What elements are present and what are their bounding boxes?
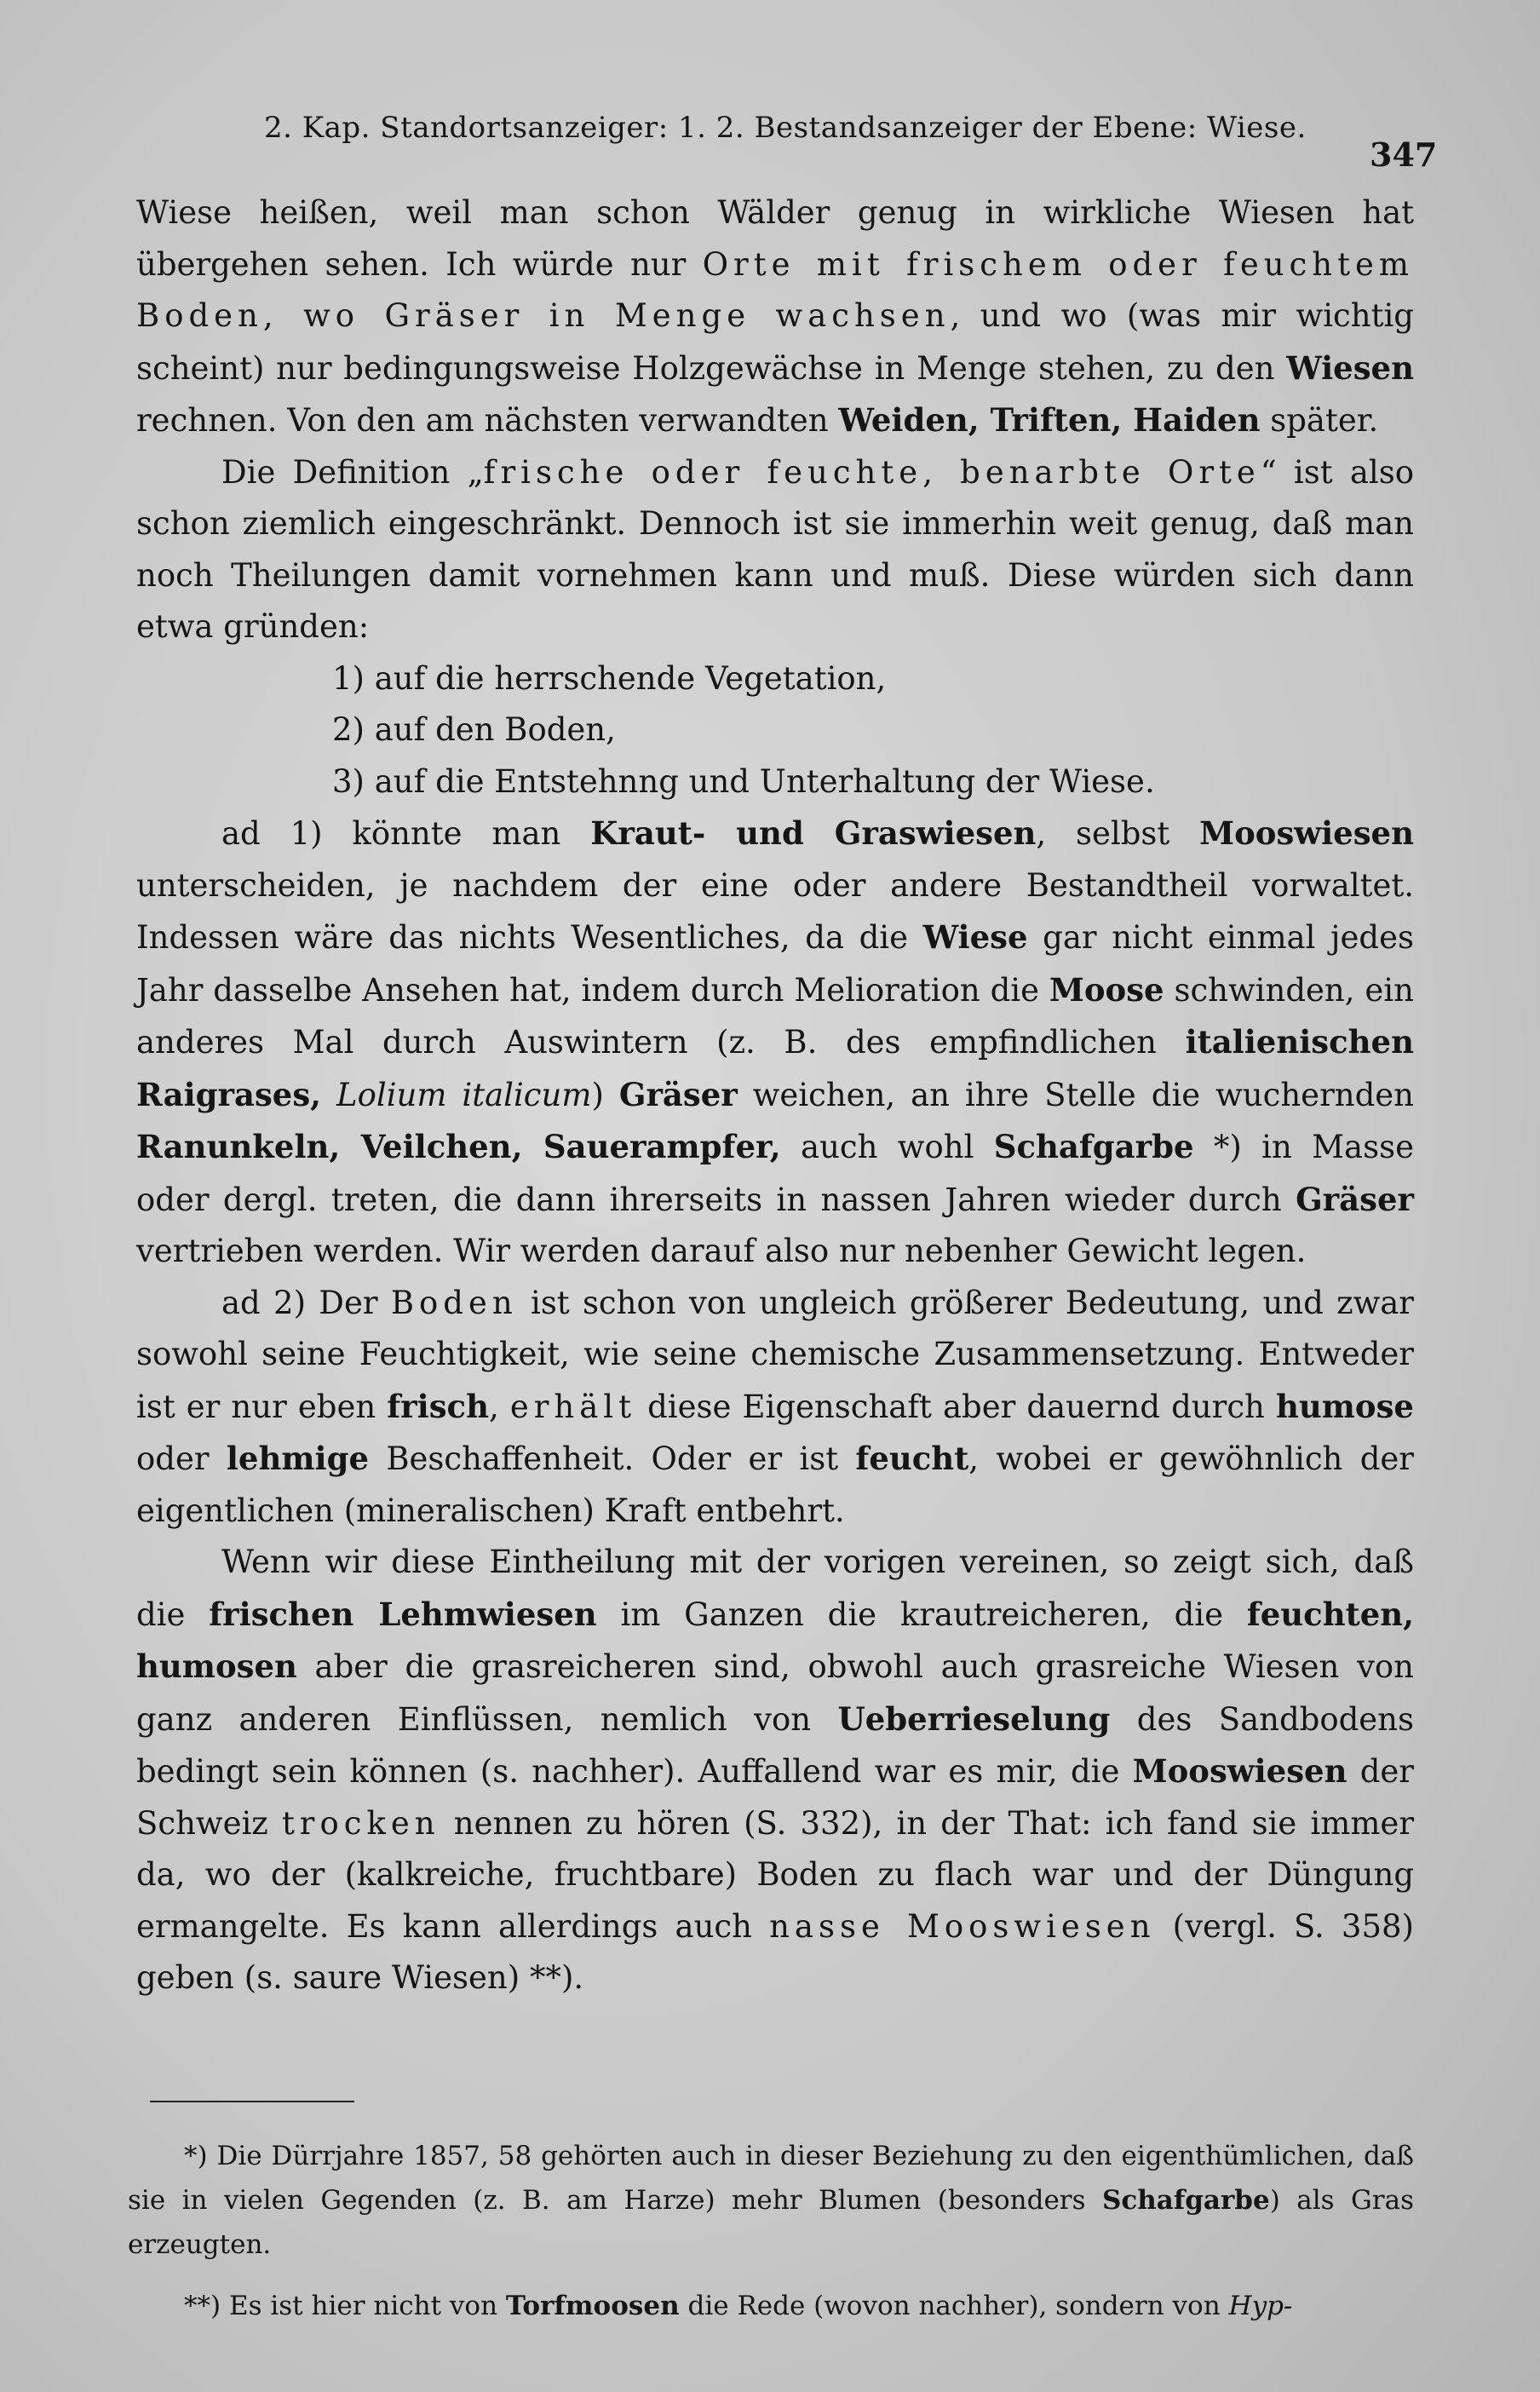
footnotes <box>128 2134 1414 2328</box>
paragraph: Wenn wir diese Eintheilung mit der vorigen vereinen, so zeigt sich, daß die frischen Lehmwiesen im Ganzen die krautreicheren, die feuchten, humosen aber die grasreicheren sind, obwohl auch grasreiche Wiesen von ganz anderen Einflüssen, nemlich von Ueberrieselung des Sandbodens bedingt sein können (s. nachher). Auffallend war es mir, die Mooswiesen der Schweiz trocken nennen zu hören (S. 332), in der That: ich fand sie immer da, wo der (kalkreiche, fruchtbare) Boden zu flach war und der Düngung ermangelte. Es kann allerdings auch nasse Mooswiesen (vergl. S. 358) geben (s. saure Wiesen) **). <box>136 1544 1415 1996</box>
page-number: 347 <box>1370 135 1438 174</box>
list-item: 1) auf die herrschende Vegetation, <box>332 659 887 697</box>
paragraph: Wiese heißen, weil man schon Wälder genug in wirkliche Wiesen hat übergehen sehen. Ich würde nur Orte mit frischem oder feuchtem Boden, wo Gräser in Menge wachsen, und wo (was mir wichtig scheint) nur bedingungsweise Holzgewächse in Menge stehen, zu den Wiesen rechnen. Von den am nächsten verwandten Weiden, Triften, Haiden später. <box>136 194 1414 439</box>
footnote: *) Die Dürrjahre 1857, 58 gehörten auch in dieser Beziehung zu den eigenthümlichen, daß sie in vielen Gegenden (z. B. am Harze) mehr Blumen (besonders Schafgarbe) als Gras erzeugten. <box>128 2141 1414 2260</box>
running-head: 2. Kap. Standortsanzeiger: 1. 2. Bestandsanzeiger der Ebene: Wiese. <box>264 111 1307 145</box>
paragraph: ad 1) könnte man Kraut- und Graswiesen, selbst Mooswiesen unterscheiden, je nachdem der eine oder andere Bestandtheil vorwaltet. Indessen wäre das nichts Wesentliches, da die Wiese gar nicht einmal jedes Jahr dasselbe Ansehen hat, indem durch Melioration die Moose schwinden, ein anderes Mal durch Auswintern (z. B. des empfindlichen italienischen Raigrases, Lolium italicum) Gräser weichen, an ihre Stelle die wuchernden Ranunkeln, Veilchen, Sauerampfer, auch wohl Schafgarbe *) in Masse oder dergl. treten, die dann ihrerseits in nassen Jahren wieder durch Gräser vertrieben werden. Wir werden darauf also nur nebenher Gewicht legen. <box>136 814 1415 1269</box>
list-item: 3) auf die Entstehnng und Unterhaltung der Wiese. <box>332 762 1155 800</box>
criteria-list <box>332 653 1414 808</box>
paragraph: ad 2) Der Boden ist schon von ungleich größerer Bedeutung, und zwar sowohl seine Feuchtigkeit, wie seine chemische Zusammensetzung. Entweder ist er nur eben frisch, erhält diese Eigenschaft aber dauernd durch humose oder lehmige Beschaffenheit. Oder er ist feucht, wobei er gewöhnlich der eigentlichen (mineralischen) Kraft entbehrt. <box>136 1284 1414 1529</box>
list-item: 2) auf den Boden, <box>332 711 616 748</box>
footnote-separator <box>150 2101 354 2102</box>
footnote: **) Es ist hier nicht von Torfmoosen die Rede (wovon nachher), sondern von Hyp- <box>184 2291 1293 2321</box>
main-text <box>136 187 1414 2004</box>
paragraph: Die Definition „frische oder feuchte, benarbte Orte“ ist also schon ziemlich eingeschränkt. Dennoch ist sie immerhin weit genug, daß man noch Theilungen damit vornehmen kann und muß. Diese würden sich dann etwa gründen: <box>136 453 1414 645</box>
